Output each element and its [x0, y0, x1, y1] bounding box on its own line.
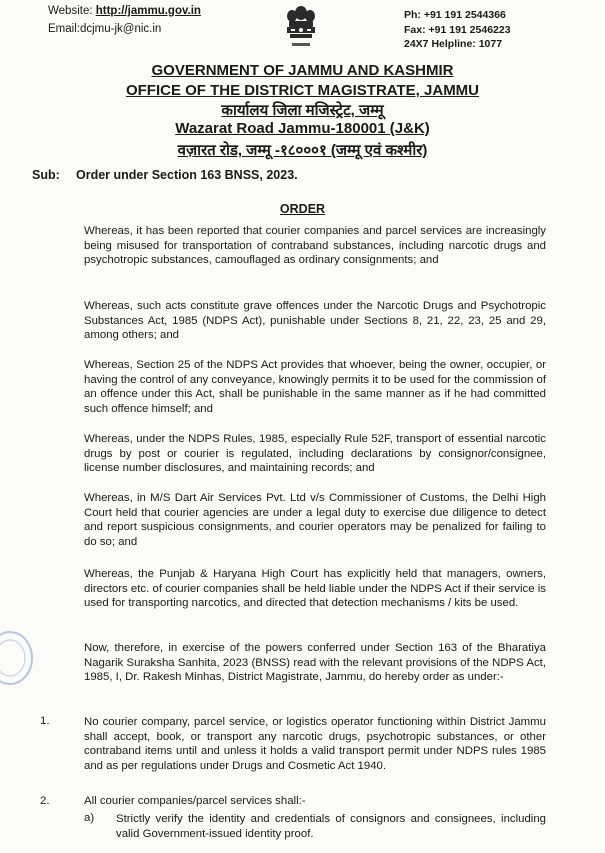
- subject-text: Order under Section 163 BNSS, 2023.: [76, 168, 298, 182]
- paragraph-whereas-1: Whereas, it has been reported that courier companies and parcel services are increasingly being misused for transportation of contraband substances, including narcotic drugs and psychotropic substances, camouflaged as ordinary consignments; and: [84, 225, 546, 267]
- paragraph-whereas-3: Whereas, Section 25 of the NDPS Act provides that whoever, being the owner, occupier, or having the control of any conveyance, knowingly permits it to be used for the commission of an offence under this Act, shall be punishable in the same manner as if he had committed such offence himself; and: [84, 359, 546, 415]
- email-line: [48, 20, 201, 38]
- office-seal-icon: [0, 630, 34, 686]
- contact-right: [404, 8, 511, 52]
- website-label: Website:: [48, 5, 93, 17]
- sub-item-a: Strictly verify the identity and credentials of consignors and consignees, including valid Government-issued identity proof.: [116, 813, 546, 840]
- order-heading: ORDER: [279, 202, 326, 216]
- subject-line: [32, 168, 298, 182]
- email-address[interactable]: dcjmu-jk@nic.in: [79, 23, 162, 35]
- paragraph-whereas-2: Whereas, such acts constitute grave offences under the Narcotic Drugs and Psychotropic Substances Act, 1985 (NDPS Act), punishable under Sections 8, 21, 22, 23, 25 and 29, among others; and: [84, 300, 546, 342]
- paragraph-whereas-6: Whereas, the Punjab & Haryana High Court has explicitly held that managers, owners, directors etc. of courier companies shall be held liable under the NDPS Act if their service is used for transporting narcotics, and directed that detection mechanisms / kits be used.: [84, 568, 546, 610]
- email-label: Email:: [48, 23, 80, 35]
- item-number: 1.: [40, 715, 50, 727]
- contact-left: [48, 2, 201, 38]
- subject-label: Sub:: [32, 168, 60, 182]
- helpline-number: 24X7 Helpline: 1077: [404, 38, 503, 50]
- website-link[interactable]: http://jammu.gov.in: [95, 5, 201, 17]
- office-address: Wazarat Road Jammu-180001 (J&K): [175, 120, 430, 137]
- paragraph-now-therefore: Now, therefore, in exercise of the powers conferred under Section 163 of the Bharatiya Nagarik Suraksha Sanhita, 2023 (BNSS) read with the relevant provisions of the NDPS Act, 1985, I, Dr. Rakesh Minhas, District Magistrate, Jammu, do hereby order as under:-: [84, 642, 546, 684]
- sub-item-label: a): [84, 812, 95, 824]
- fax-number: Fax: +91 191 2546223: [404, 23, 511, 36]
- website-line: [48, 2, 201, 20]
- government-title: GOVERNMENT OF JAMMU AND KASHMIR: [151, 62, 454, 79]
- phone-number: Ph: +91 191 2544366: [404, 9, 506, 21]
- paragraph-whereas-4: Whereas, under the NDPS Rules, 1985, especially Rule 52F, transport of essential narcotic drugs by post or courier is regulated, including declarations by consignor/consignee, license number disclosures, and maintaining records; and: [84, 433, 546, 475]
- item-number: 2.: [40, 795, 50, 807]
- office-address-hindi: वज़ारत रोड, जम्मू -१८०००१ (जम्मू एवं कश्मीर): [177, 142, 428, 159]
- paragraph-whereas-5: Whereas, in M/S Dart Air Services Pvt. Ltd v/s Commissioner of Customs, the Delhi High Court held that courier agencies are under a legal duty to exercise due diligence to detect and report suspicious consignments, and courier operators may be penalized for failing to do so; and: [84, 492, 546, 548]
- office-title-hindi: कार्यालय जिला मजिस्ट्रेट, जम्मू: [221, 102, 384, 119]
- order-item-1: No courier company, parcel service, or logistics operator functioning within District Jammu shall accept, book, or transport any narcotic drugs, psychotropic substances, or other contraband items until and unless it holds a valid transport permit under NDPS rules 1985 and as per regulations under Drugs and Cosmetic Act 1940.: [84, 716, 546, 772]
- national-emblem-icon: [283, 3, 319, 53]
- office-title: OFFICE OF THE DISTRICT MAGISTRATE, JAMMU: [125, 82, 480, 99]
- order-item-2: All courier companies/parcel services shall:-: [84, 795, 306, 807]
